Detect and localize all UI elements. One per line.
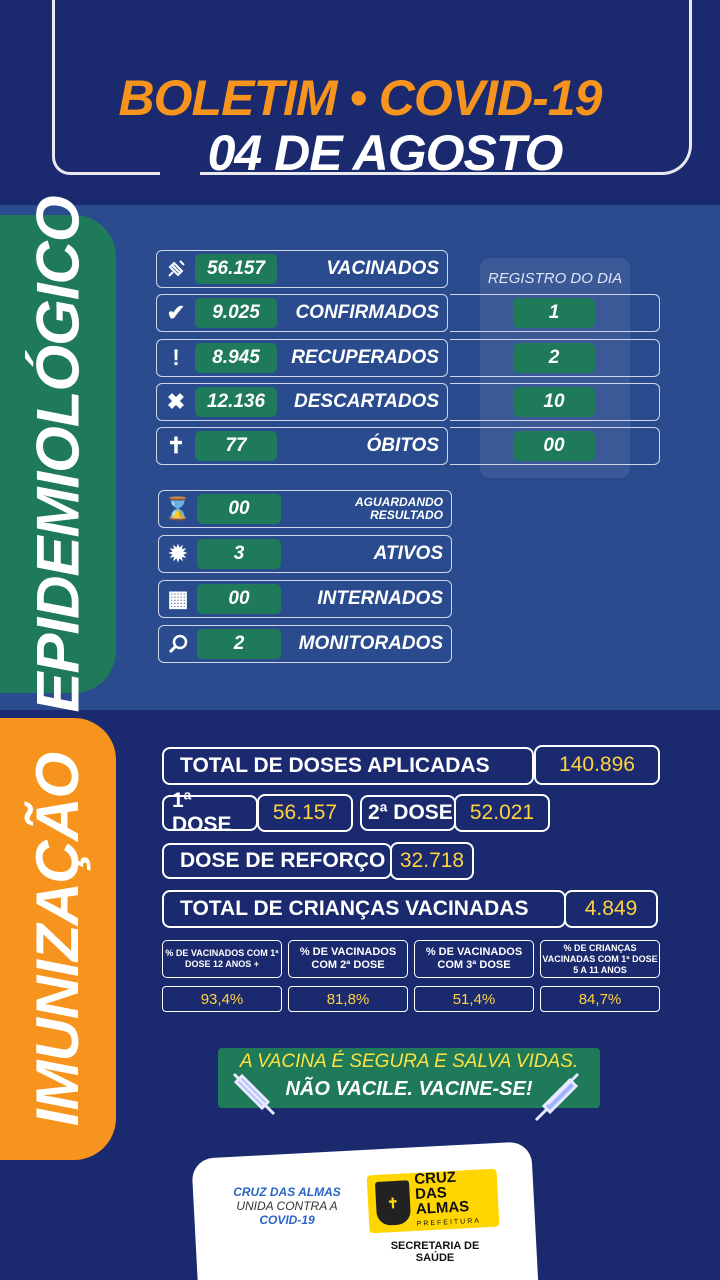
cross-icon: ✝ [166, 433, 186, 458]
imunizacao-tab: IMUNIZAÇÃO [0, 718, 116, 1160]
shield-icon: ✝ [375, 1180, 411, 1226]
stat-row-internados: ▦ 00 INTERNADOS [158, 580, 452, 618]
total-doses-value: 140.896 [534, 745, 660, 785]
epidemiologico-tab: EPIDEMIOLÓGICO [0, 215, 116, 693]
reforco-value: 32.718 [390, 842, 474, 880]
dose2-label: 2ª DOSE [360, 795, 456, 831]
hourglass-icon: ⌛ [164, 496, 192, 521]
pct-label-dose2: % DE VACINADOS COM 2ª DOSE [288, 940, 408, 978]
virus-icon: ✹ [168, 541, 188, 566]
registro-descartados: 10 [513, 387, 595, 417]
stat-row-ativos: ✹ 3 ATIVOS [158, 535, 452, 573]
x-icon: ✖ [166, 389, 186, 414]
criancas-label: TOTAL DE CRIANÇAS VACINADAS [162, 890, 566, 928]
pct-value-dose1: 93,4% [162, 986, 282, 1012]
registro-obitos: 00 [513, 431, 595, 461]
pct-value-dose3: 51,4% [414, 986, 534, 1012]
check-icon: ✔ [166, 300, 186, 325]
pct-label-dose3: % DE VACINADOS COM 3ª DOSE [414, 940, 534, 978]
syringe-icon [228, 1068, 278, 1120]
dose1-label: 1ª DOSE [162, 795, 258, 831]
reforco-label: DOSE DE REFORÇO [162, 843, 392, 879]
syringe-icon [157, 258, 195, 280]
stat-row-descartados: ✖ 12.136 DESCARTADOS [156, 383, 448, 421]
banner-line2: NÃO VACILE. VACINE-SE! [285, 1078, 533, 1100]
banner-line1: A VACINA É SEGURA E SALVA VIDAS. [239, 1051, 579, 1072]
magnifier-icon [159, 633, 197, 655]
prefeitura-logo: ✝ CRUZ DAS ALMAS PREFEITURA [367, 1169, 500, 1234]
dose1-value: 56.157 [257, 794, 353, 832]
bulletin-date: 04 DE AGOSTO [207, 125, 563, 181]
stat-row-obitos: ✝ 77 ÓBITOS [156, 427, 448, 465]
syringe-icon [530, 1070, 584, 1124]
campaign-logo: CRUZ DAS ALMAS UNIDA CONTRA A COVID-19 [233, 1185, 341, 1227]
stat-row-aguardando: ⌛ 00 AGUARDANDO RESULTADO [158, 490, 452, 528]
registro-confirmados: 1 [513, 298, 595, 328]
pct-label-criancas: % DE CRIANÇAS VACINADAS COM 1ª DOSE 5 A 11 ANOS [540, 940, 660, 978]
stat-row-vacinados: 56.157 VACINADOS [156, 250, 448, 288]
stat-row-recuperados: ! 8.945 RECUPERADOS [156, 339, 448, 377]
stat-row-confirmados: ✔ 9.025 CONFIRMADOS [156, 294, 448, 332]
bulletin-title: BOLETIM • COVID-19 [118, 70, 602, 126]
secretaria-label: SECRETARIA DE SAÚDE [390, 1240, 480, 1264]
hospital-icon: ▦ [167, 586, 189, 611]
total-doses-label: TOTAL DE DOSES APLICADAS [162, 747, 534, 785]
header [0, 70, 720, 180]
dose2-value: 52.021 [454, 794, 550, 832]
registro-recuperados: 2 [513, 343, 595, 373]
pct-value-dose2: 81,8% [288, 986, 408, 1012]
pct-label-dose1: % DE VACINADOS COM 1ª DOSE 12 ANOS + [162, 940, 282, 978]
pct-value-criancas: 84,7% [540, 986, 660, 1012]
stat-row-monitorados: 2 MONITORADOS [158, 625, 452, 663]
criancas-value: 4.849 [564, 890, 658, 928]
registro-title: REGISTRO DO DIA [487, 270, 623, 287]
exclamation-icon: ! [172, 345, 180, 370]
